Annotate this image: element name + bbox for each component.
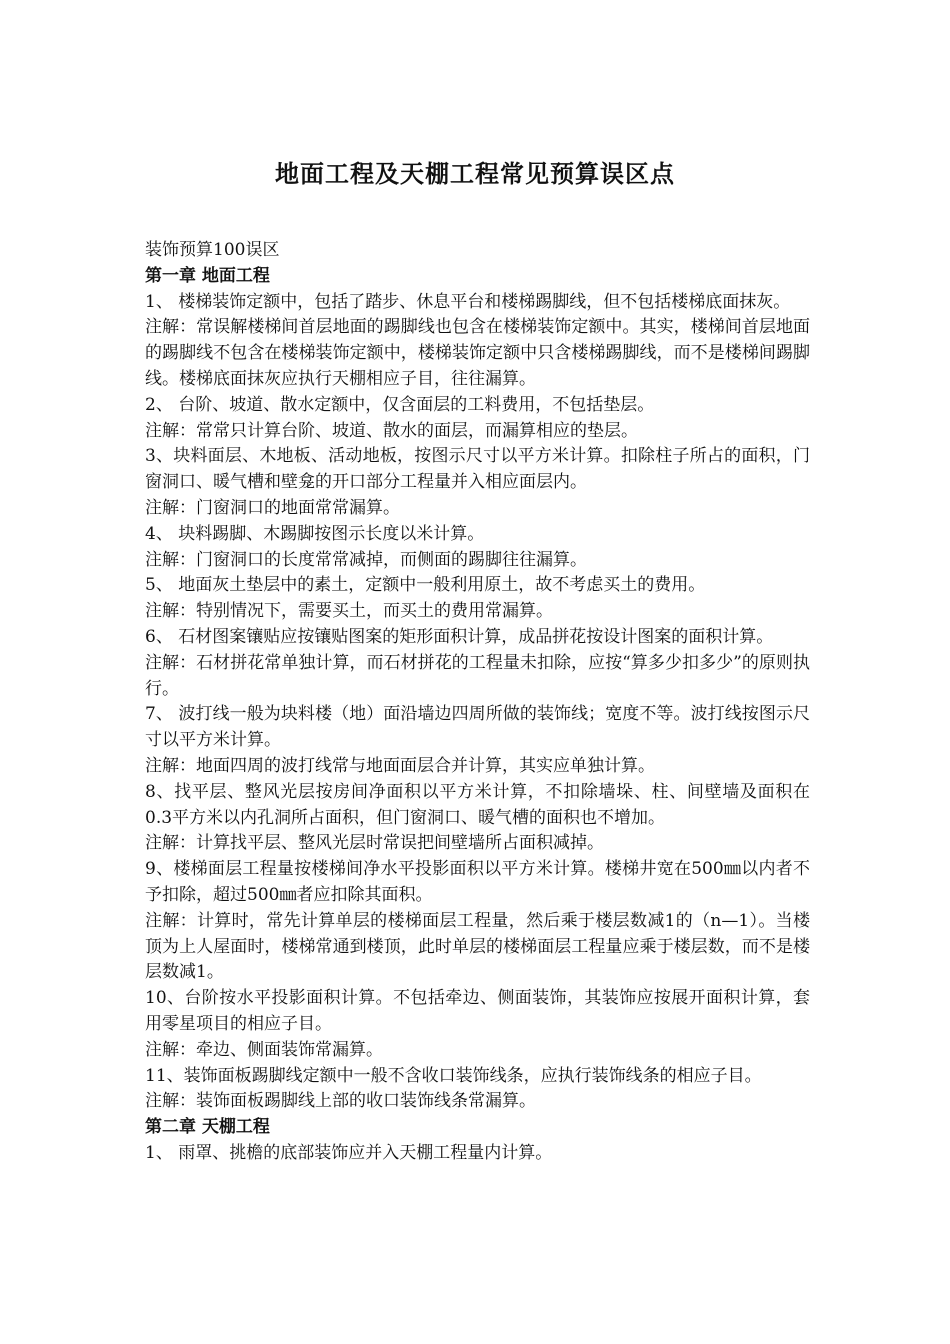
rule-item: 9、楼梯面层工程量按楼梯间净水平投影面积以平方米计算。楼梯井宽在500㎜以内者不予扣除，超过500㎜者应扣除其面积。 — [145, 859, 810, 905]
rule-item: 11、装饰面板踢脚线定额中一般不含收口装饰线条，应执行装饰线条的相应子目。 — [145, 1065, 762, 1086]
rule-item: 3、块料面层、木地板、活动地板，按图示尺寸以平方米计算。扣除柱子所占的面积，门窗洞口、暖气槽和壁龛的开口部分工程量并入相应面层内。 — [145, 446, 810, 493]
rule-item: 1、 雨罩、挑檐的底部装饰应并入天棚工程量内计算。 — [145, 1142, 553, 1163]
note-paragraph: 注解：石材拼花常单独计算，而石材拼花的工程量未扣除，应按“算多少扣多少”的原则执行。 — [145, 652, 810, 699]
chapter-heading: 第一章 地面工程 — [145, 265, 270, 286]
rule-item: 1、 楼梯装饰定额中，包括了踏步、休息平台和楼梯踢脚线，但不包括楼梯底面抹灰。 — [145, 291, 791, 312]
rule-item: 5、 地面灰土垫层中的素土，定额中一般利用原土，故不考虑买土的费用。 — [145, 575, 706, 596]
document-title: 地面工程及天棚工程常见预算误区点 — [275, 159, 675, 188]
rule-item: 2、 台阶、坡道、散水定额中，仅含面层的工料费用，不包括垫层。 — [145, 394, 655, 415]
document-subtitle: 装饰预算100误区 — [145, 240, 280, 260]
document-body — [145, 238, 810, 1167]
rule-item: 10、台阶按水平投影面积计算。不包括牵边、侧面装饰，其装饰应按展开面积计算，套用零星项目的相应子目。 — [145, 988, 810, 1034]
note-paragraph: 注解：常误解楼梯间首层地面的踢脚线也包含在楼梯装饰定额中。其实，楼梯间首层地面的踢脚线不包含在楼梯装饰定额中，楼梯装饰定额中只含楼梯踢脚线，而不是楼梯间踢脚线。楼梯底面抹灰应执行天棚相应子目，往往漏算。 — [145, 317, 810, 389]
rule-item: 6、 石材图案镶贴应按镶贴图案的矩形面积计算，成品拼花按设计图案的面积计算。 — [145, 626, 774, 647]
rule-item: 7、 波打线一般为块料楼（地）面沿墙边四周所做的装饰线；宽度不等。波打线按图示尺寸以平方米计算。 — [145, 704, 810, 751]
note-paragraph: 注解：牵边、侧面装饰常漏算。 — [145, 1039, 383, 1060]
note-paragraph: 注解：门窗洞口的地面常常漏算。 — [145, 497, 400, 518]
note-paragraph: 注解：地面四周的波打线常与地面面层合并计算，其实应单独计算。 — [145, 755, 655, 776]
note-paragraph: 注解：计算找平层、整风光层时常误把间壁墙所占面积减掉。 — [145, 833, 604, 854]
rule-item: 8、找平层、整风光层按房间净面积以平方米计算，不扣除墙垛、柱、间壁墙及面积在0.3平方米以内孔洞所占面积，但门窗洞口、暖气槽的面积也不增加。 — [145, 781, 810, 828]
rule-item: 4、 块料踢脚、木踢脚按图示长度以米计算。 — [145, 523, 485, 544]
chapter-heading: 第二章 天棚工程 — [145, 1117, 270, 1138]
note-paragraph: 注解：门窗洞口的长度常常减掉，而侧面的踢脚往往漏算。 — [145, 549, 587, 570]
note-paragraph: 注解：常常只计算台阶、坡道、散水的面层，而漏算相应的垫层。 — [145, 420, 638, 441]
note-paragraph: 注解：计算时，常先计算单层的楼梯面层工程量，然后乘于楼层数减1的（n—1）。当楼顶为上人屋面时，楼梯常通到楼顶，此时单层的楼梯面层工程量应乘于楼层数，而不是楼层数减1。 — [145, 910, 810, 983]
note-paragraph: 注解：特别情况下，需要买土，而买土的费用常漏算。 — [145, 601, 553, 622]
note-paragraph: 注解：装饰面板踢脚线上部的收口装饰线条常漏算。 — [145, 1091, 536, 1112]
